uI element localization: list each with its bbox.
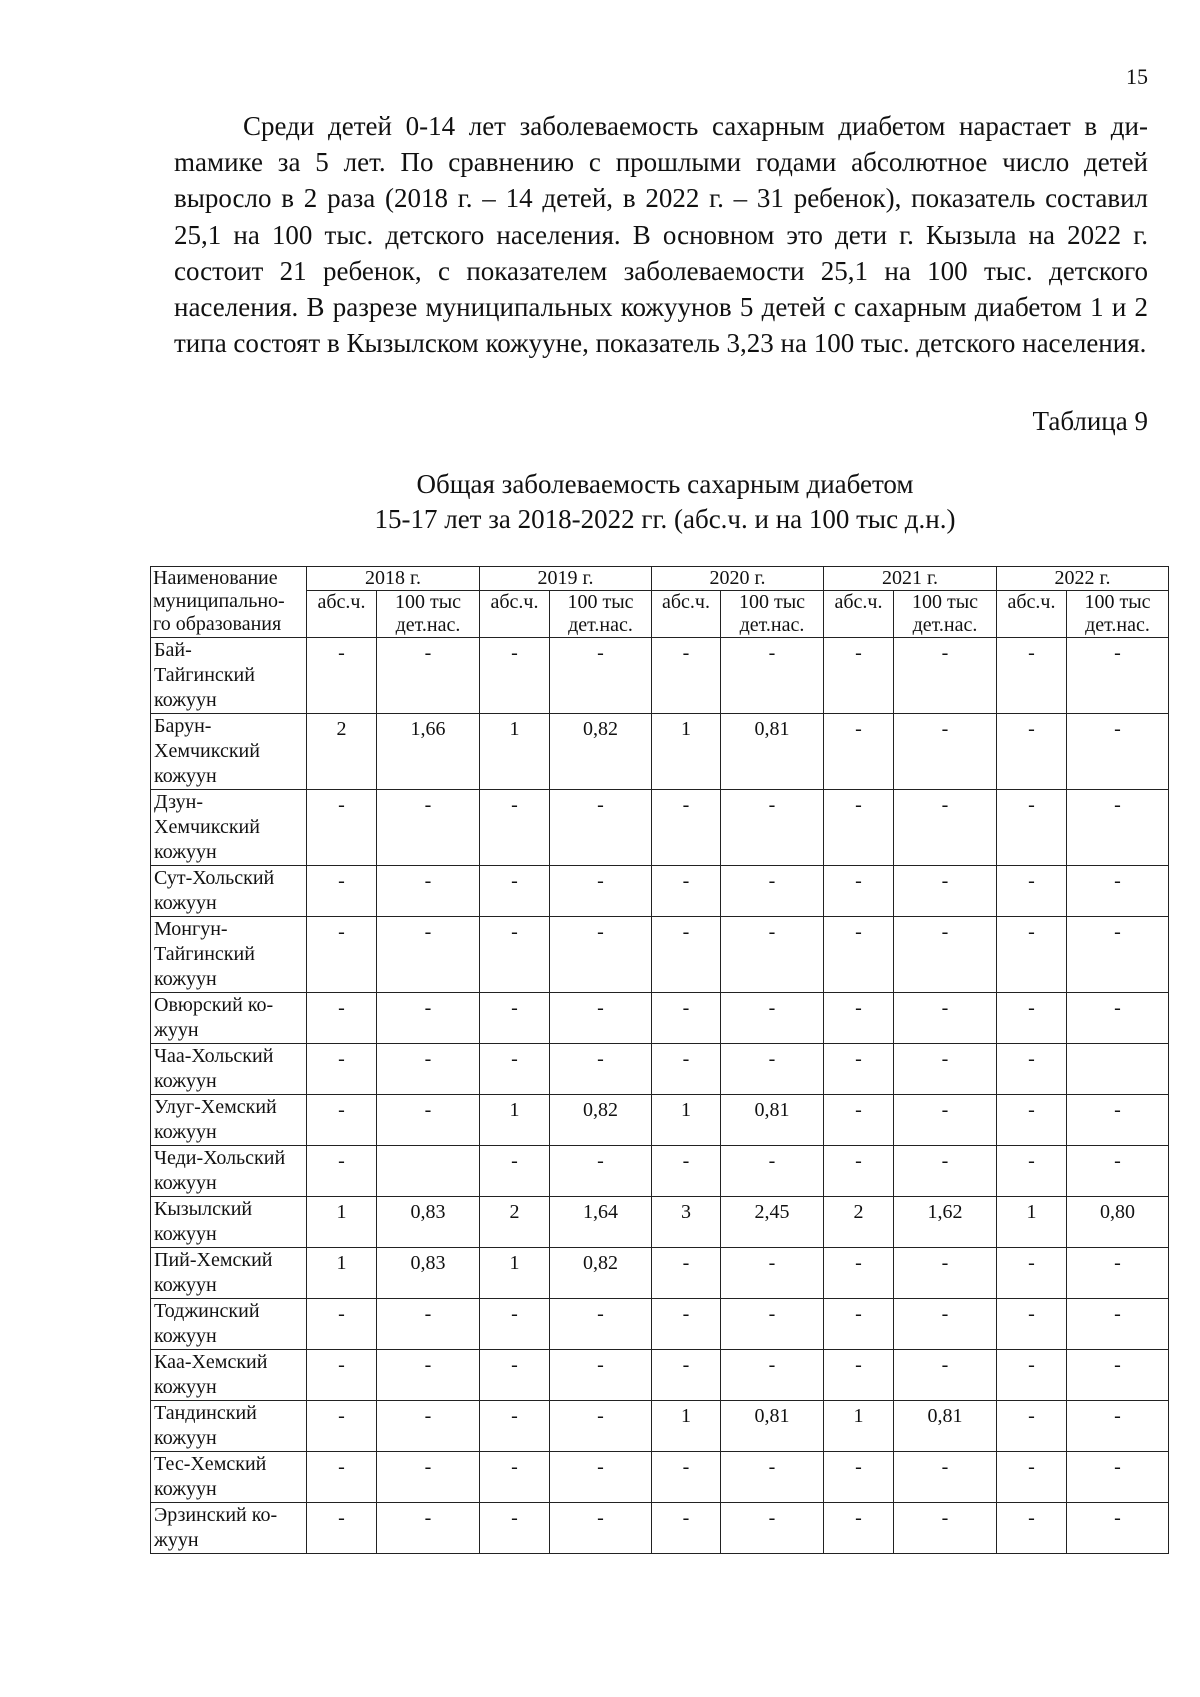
rate-value-cell: -	[1067, 1095, 1169, 1146]
abs-value-cell: -	[652, 1044, 721, 1095]
subheader-rate-line: дет.нас.	[568, 614, 633, 636]
rate-value-cell: -	[894, 638, 997, 714]
rate-value-cell: -	[550, 866, 652, 917]
municipality-name	[151, 1146, 307, 1197]
rate-value-cell: -	[721, 917, 824, 993]
rate-value-cell: 0,82	[550, 714, 652, 790]
table-row	[151, 1350, 1169, 1401]
abs-value-cell: -	[480, 1503, 550, 1554]
rate-value-cell: 0,83	[377, 1248, 480, 1299]
rate-value-cell: -	[1067, 1452, 1169, 1503]
rate-value-cell: -	[550, 1452, 652, 1503]
year-header-2021: 2021 г.	[824, 567, 997, 591]
rate-value-cell: -	[550, 1299, 652, 1350]
rate-value-cell: 0,80	[1067, 1197, 1169, 1248]
rate-value-cell: -	[377, 1401, 480, 1452]
rate-value-cell: -	[1067, 1503, 1169, 1554]
municipality-name-line: Тайгинский	[154, 943, 255, 965]
rate-value-cell: -	[377, 1299, 480, 1350]
abs-value-cell: -	[480, 866, 550, 917]
table-row	[151, 866, 1169, 917]
table-label: Таблица 9	[1032, 406, 1148, 436]
header-line: муниципально-	[153, 590, 285, 612]
table-row	[151, 1197, 1169, 1248]
rate-value-cell: -	[894, 1146, 997, 1197]
table-row	[151, 1095, 1169, 1146]
abs-value-cell: -	[824, 1146, 894, 1197]
municipality-name-line: кожуун	[154, 689, 217, 711]
municipality-name-line: Кызылский	[154, 1198, 253, 1220]
municipality-name	[151, 1299, 307, 1350]
rate-value-cell: -	[721, 1299, 824, 1350]
abs-value-cell: 3	[652, 1197, 721, 1248]
rate-value-cell: -	[377, 1044, 480, 1095]
rate-value-cell: 1,66	[377, 714, 480, 790]
table-body	[151, 638, 1169, 1554]
abs-value-cell: -	[307, 1401, 377, 1452]
abs-value-cell: -	[997, 1452, 1067, 1503]
rate-value-cell: 0,81	[721, 1401, 824, 1452]
municipality-name-line: кожуун	[154, 1172, 217, 1194]
subheader-rate-line: дет.нас.	[1085, 614, 1150, 636]
rate-value-cell: -	[377, 638, 480, 714]
abs-value-cell: -	[480, 917, 550, 993]
municipality-name-line: Тоджинский	[154, 1300, 260, 1322]
abs-value-cell: 1	[652, 1095, 721, 1146]
municipality-name-line: Хемчикский	[154, 740, 260, 762]
table-row	[151, 1452, 1169, 1503]
abs-value-cell: -	[997, 790, 1067, 866]
municipality-name-line: кожуун	[154, 892, 217, 914]
rate-value-cell: -	[721, 993, 824, 1044]
abs-value-cell: -	[997, 1503, 1067, 1554]
rate-value-cell: -	[377, 1350, 480, 1401]
abs-value-cell: -	[480, 1299, 550, 1350]
abs-value-cell: -	[652, 917, 721, 993]
rate-value-cell: -	[550, 638, 652, 714]
table-row	[151, 917, 1169, 993]
municipality-name-line: кожуун	[154, 1478, 217, 1500]
subheader-rate	[721, 591, 824, 638]
subheader-rate	[1067, 591, 1169, 638]
rate-value-cell: 0,81	[721, 714, 824, 790]
abs-value-cell: -	[652, 1350, 721, 1401]
year-header-2019: 2019 г.	[480, 567, 652, 591]
rate-value-cell: -	[1067, 1146, 1169, 1197]
table-row	[151, 1044, 1169, 1095]
abs-value-cell: -	[997, 993, 1067, 1044]
rate-value-cell: 0,83	[377, 1197, 480, 1248]
year-header-2020: 2020 г.	[652, 567, 824, 591]
municipality-name-line: кожуун	[154, 1325, 217, 1347]
abs-value-cell: 1	[480, 714, 550, 790]
abs-value-cell: -	[480, 790, 550, 866]
subheader-rate-line: 100 тыс	[567, 591, 634, 613]
abs-value-cell: -	[652, 866, 721, 917]
municipality-name-line: Тес-Хемский	[154, 1453, 267, 1475]
rate-value-cell: -	[721, 1044, 824, 1095]
subheader-rate	[550, 591, 652, 638]
subheader-rate-line: 100 тыс	[911, 591, 979, 613]
rate-value-cell: -	[894, 1350, 997, 1401]
abs-value-cell: -	[307, 1044, 377, 1095]
municipality-name	[151, 714, 307, 790]
table-row	[151, 790, 1169, 866]
municipality-name	[151, 1095, 307, 1146]
abs-value-cell: 1	[997, 1197, 1067, 1248]
abs-value-cell: -	[480, 1401, 550, 1452]
rate-value-cell: -	[550, 1146, 652, 1197]
municipality-name-line: Чеди-Хольский	[154, 1147, 286, 1169]
rate-value-cell: -	[1067, 638, 1169, 714]
abs-value-cell: -	[997, 1248, 1067, 1299]
abs-value-cell: -	[480, 1044, 550, 1095]
rate-value-cell: 1,64	[550, 1197, 652, 1248]
municipality-name-line: кожуун	[154, 1427, 217, 1449]
abs-value-cell: -	[652, 1248, 721, 1299]
municipality-name-line: жуун	[154, 1529, 199, 1551]
table-row	[151, 1401, 1169, 1452]
abs-value-cell: -	[824, 1299, 894, 1350]
rate-value-cell: -	[550, 1503, 652, 1554]
table-row	[151, 1146, 1169, 1197]
municipality-name-line: Дзун-	[154, 791, 203, 813]
municipality-name-line: кожуун	[154, 1223, 217, 1245]
rate-value-cell: -	[1067, 1350, 1169, 1401]
municipality-name-line: Тайгинский	[154, 664, 255, 686]
abs-value-cell: -	[824, 1248, 894, 1299]
rate-value-cell: 1,62	[894, 1197, 997, 1248]
municipality-name-line: Улуг-Хемский	[154, 1096, 277, 1118]
subheader-abs: абс.ч.	[652, 591, 721, 638]
rate-value-cell: -	[1067, 1299, 1169, 1350]
rate-value-cell: -	[894, 1452, 997, 1503]
municipality-name	[151, 866, 307, 917]
municipality-name	[151, 638, 307, 714]
municipality-name	[151, 1401, 307, 1452]
table-row	[151, 993, 1169, 1044]
abs-value-cell: 1	[307, 1197, 377, 1248]
abs-value-cell: -	[824, 993, 894, 1044]
rate-value-cell: -	[1067, 1248, 1169, 1299]
abs-value-cell: -	[824, 1350, 894, 1401]
subheader-abs: абс.ч.	[997, 591, 1067, 638]
abs-value-cell: -	[652, 790, 721, 866]
rate-value-cell: -	[377, 790, 480, 866]
abs-value-cell: 1	[824, 1401, 894, 1452]
abs-value-cell: -	[307, 993, 377, 1044]
municipality-name-line: Монгун-	[154, 918, 228, 940]
abs-value-cell: -	[824, 714, 894, 790]
abs-value-cell: -	[824, 1503, 894, 1554]
municipality-name	[151, 1503, 307, 1554]
municipality-name-line: кожуун	[154, 1070, 217, 1092]
municipality-name-line: кожуун	[154, 968, 217, 990]
rate-value-cell: -	[721, 638, 824, 714]
abs-value-cell: -	[997, 714, 1067, 790]
abs-value-cell: -	[824, 1452, 894, 1503]
abs-value-cell: -	[824, 1044, 894, 1095]
subheader-abs: абс.ч.	[480, 591, 550, 638]
abs-value-cell: -	[824, 917, 894, 993]
abs-value-cell: -	[652, 1146, 721, 1197]
municipality-name-line: Каа-Хемский	[154, 1351, 268, 1373]
abs-value-cell: -	[307, 1299, 377, 1350]
abs-value-cell: -	[997, 1146, 1067, 1197]
rate-value-cell: -	[721, 1146, 824, 1197]
rate-value-cell: -	[377, 1095, 480, 1146]
municipality-name	[151, 917, 307, 993]
rate-value-cell: -	[550, 1044, 652, 1095]
subheader-rate-line: дет.нас.	[739, 614, 805, 636]
municipality-name-line: Тандинский	[154, 1402, 257, 1424]
rate-value-cell: -	[550, 1401, 652, 1452]
subheader-rate	[377, 591, 480, 638]
header-line: Наименование	[153, 567, 278, 589]
abs-value-cell: -	[480, 993, 550, 1044]
municipality-name	[151, 993, 307, 1044]
abs-value-cell: -	[480, 638, 550, 714]
rate-value-cell: -	[721, 1452, 824, 1503]
municipality-name-line: Эрзинский ко-	[154, 1504, 278, 1526]
rate-value-cell: -	[550, 917, 652, 993]
subheader-rate-line: 100 тыс	[1084, 591, 1151, 613]
rate-value-cell: -	[1067, 917, 1169, 993]
abs-value-cell: -	[307, 638, 377, 714]
rate-value-cell: -	[1067, 1401, 1169, 1452]
rate-value-cell: -	[721, 1350, 824, 1401]
abs-value-cell: -	[307, 1146, 377, 1197]
abs-value-cell: -	[307, 866, 377, 917]
rate-value-cell: -	[894, 1503, 997, 1554]
municipality-name-line: Хемчикский	[154, 816, 260, 838]
abs-value-cell: -	[997, 1044, 1067, 1095]
abs-value-cell: -	[997, 917, 1067, 993]
rate-value-cell: -	[894, 1299, 997, 1350]
rate-value-cell: 0,82	[550, 1248, 652, 1299]
rate-value-cell: -	[377, 1452, 480, 1503]
abs-value-cell: 2	[480, 1197, 550, 1248]
municipality-name	[151, 1248, 307, 1299]
rate-value-cell: -	[1067, 993, 1169, 1044]
rate-value-cell: 0,82	[550, 1095, 652, 1146]
municipality-name-line: Пий-Хемский	[154, 1249, 273, 1271]
abs-value-cell: -	[997, 866, 1067, 917]
abs-value-cell: -	[652, 1452, 721, 1503]
rate-value-cell	[1067, 1044, 1169, 1095]
subheader-abs: абс.ч.	[824, 591, 894, 638]
abs-value-cell: -	[480, 1146, 550, 1197]
caption-line-2: 15-17 лет за 2018-2022 гг. (абс.ч. и на 100 тыс д.н.)	[374, 504, 956, 534]
abs-value-cell: -	[824, 638, 894, 714]
abs-value-cell: -	[652, 993, 721, 1044]
abs-value-cell: -	[307, 1350, 377, 1401]
municipality-name	[151, 1197, 307, 1248]
rate-value-cell: -	[894, 1095, 997, 1146]
table-row	[151, 1248, 1169, 1299]
municipality-name-line: кожуун	[154, 1121, 217, 1143]
rate-value-cell: -	[550, 790, 652, 866]
municipality-name	[151, 790, 307, 866]
abs-value-cell: 2	[307, 714, 377, 790]
table-row	[151, 714, 1169, 790]
rate-value-cell: -	[1067, 790, 1169, 866]
rate-value-cell: 0,81	[894, 1401, 997, 1452]
subheader-abs: абс.ч.	[307, 591, 377, 638]
abs-value-cell: -	[824, 1095, 894, 1146]
abs-value-cell: -	[824, 790, 894, 866]
municipality-name-line: кожуун	[154, 841, 217, 863]
rate-value-cell	[377, 1146, 480, 1197]
abs-value-cell: -	[307, 917, 377, 993]
subheader-rate-line: 100 тыс	[394, 591, 462, 613]
abs-value-cell: -	[997, 1401, 1067, 1452]
abs-value-cell: 1	[652, 1401, 721, 1452]
subheader-rate-line: 100 тыс	[738, 591, 806, 613]
rate-value-cell: -	[894, 1044, 997, 1095]
abs-value-cell: -	[652, 1503, 721, 1554]
rate-value-cell: -	[550, 1350, 652, 1401]
abs-value-cell: 1	[480, 1095, 550, 1146]
municipality-name-line: Сут-Хольский	[154, 867, 275, 889]
abs-value-cell: -	[997, 638, 1067, 714]
rate-value-cell: -	[894, 790, 997, 866]
body-paragraph: Среди детей 0-14 лет заболеваемость сахарным диабетом нарастает в диmамике за 5 лет. По сравнению с прошлыми годами абсолютное число детей выросло в 2 раза (2018 г. – 14 детей, в 2022 г. – 31 ребенок), показатель составил 25,1 на 100 тыс. детского населения. В основном это дети г. Кызыла на 2022 г. состоит 21 ребенок, с показателем заболеваемости 25,1 на 100 тыс. детского населения. В разрезе муниципальных кожуунов 5 детей с сахарным диабетом 1 и 2 типа состоят в Кызылском кожууне, показатель 3,23 на 100 тыс. детского населения.	[174, 111, 1148, 359]
page-number: 15	[1126, 64, 1148, 89]
year-header-2022: 2022 г.	[997, 567, 1169, 591]
abs-value-cell: -	[307, 790, 377, 866]
rate-value-cell: -	[894, 993, 997, 1044]
rate-value-cell: 2,45	[721, 1197, 824, 1248]
abs-value-cell: 1	[307, 1248, 377, 1299]
rate-value-cell: -	[894, 917, 997, 993]
municipality-name	[151, 1452, 307, 1503]
abs-value-cell: -	[997, 1350, 1067, 1401]
abs-value-cell: -	[307, 1095, 377, 1146]
rate-value-cell: -	[1067, 714, 1169, 790]
abs-value-cell: -	[652, 638, 721, 714]
rate-value-cell: -	[894, 866, 997, 917]
rate-value-cell: -	[377, 917, 480, 993]
name-column-header	[151, 567, 307, 638]
table-caption	[150, 467, 1180, 537]
municipality-name-line: Овюрский ко-	[154, 994, 274, 1016]
abs-value-cell: -	[480, 1350, 550, 1401]
abs-value-cell: -	[997, 1095, 1067, 1146]
subheader-rate-line: дет.нас.	[395, 614, 461, 636]
rate-value-cell: -	[721, 1503, 824, 1554]
header-row-years	[151, 567, 1169, 591]
subheader-rate	[894, 591, 997, 638]
header-line: го образования	[153, 613, 282, 635]
rate-value-cell: 0,81	[721, 1095, 824, 1146]
abs-value-cell: -	[997, 1299, 1067, 1350]
municipality-name-line: кожуун	[154, 1274, 217, 1296]
rate-value-cell: -	[894, 1248, 997, 1299]
rate-value-cell: -	[721, 790, 824, 866]
table-row	[151, 1503, 1169, 1554]
municipality-name-line: Бай-	[154, 639, 192, 661]
municipality-name	[151, 1044, 307, 1095]
municipality-name-line: жуун	[154, 1019, 199, 1041]
abs-value-cell: 2	[824, 1197, 894, 1248]
abs-value-cell: -	[307, 1503, 377, 1554]
abs-value-cell: 1	[652, 714, 721, 790]
abs-value-cell: -	[307, 1452, 377, 1503]
abs-value-cell: -	[480, 1452, 550, 1503]
municipality-name-line: Барун-	[154, 715, 212, 737]
year-header-2018: 2018 г.	[307, 567, 480, 591]
caption-line-1: Общая заболеваемость сахарным диабетом	[416, 469, 914, 499]
subheader-rate-line: дет.нас.	[912, 614, 978, 636]
municipality-name-line: Чаа-Хольский	[154, 1045, 274, 1067]
rate-value-cell: -	[377, 1503, 480, 1554]
rate-value-cell: -	[1067, 866, 1169, 917]
rate-value-cell: -	[721, 866, 824, 917]
rate-value-cell: -	[894, 714, 997, 790]
municipality-name	[151, 1350, 307, 1401]
rate-value-cell: -	[377, 866, 480, 917]
table-row	[151, 1299, 1169, 1350]
rate-value-cell: -	[721, 1248, 824, 1299]
table-row	[151, 638, 1169, 714]
municipality-name-line: кожуун	[154, 1376, 217, 1398]
rate-value-cell: -	[377, 993, 480, 1044]
incidence-table	[150, 566, 1169, 1554]
abs-value-cell: 1	[480, 1248, 550, 1299]
municipality-name-line: кожуун	[154, 765, 217, 787]
abs-value-cell: -	[824, 866, 894, 917]
rate-value-cell: -	[550, 993, 652, 1044]
abs-value-cell: -	[652, 1299, 721, 1350]
